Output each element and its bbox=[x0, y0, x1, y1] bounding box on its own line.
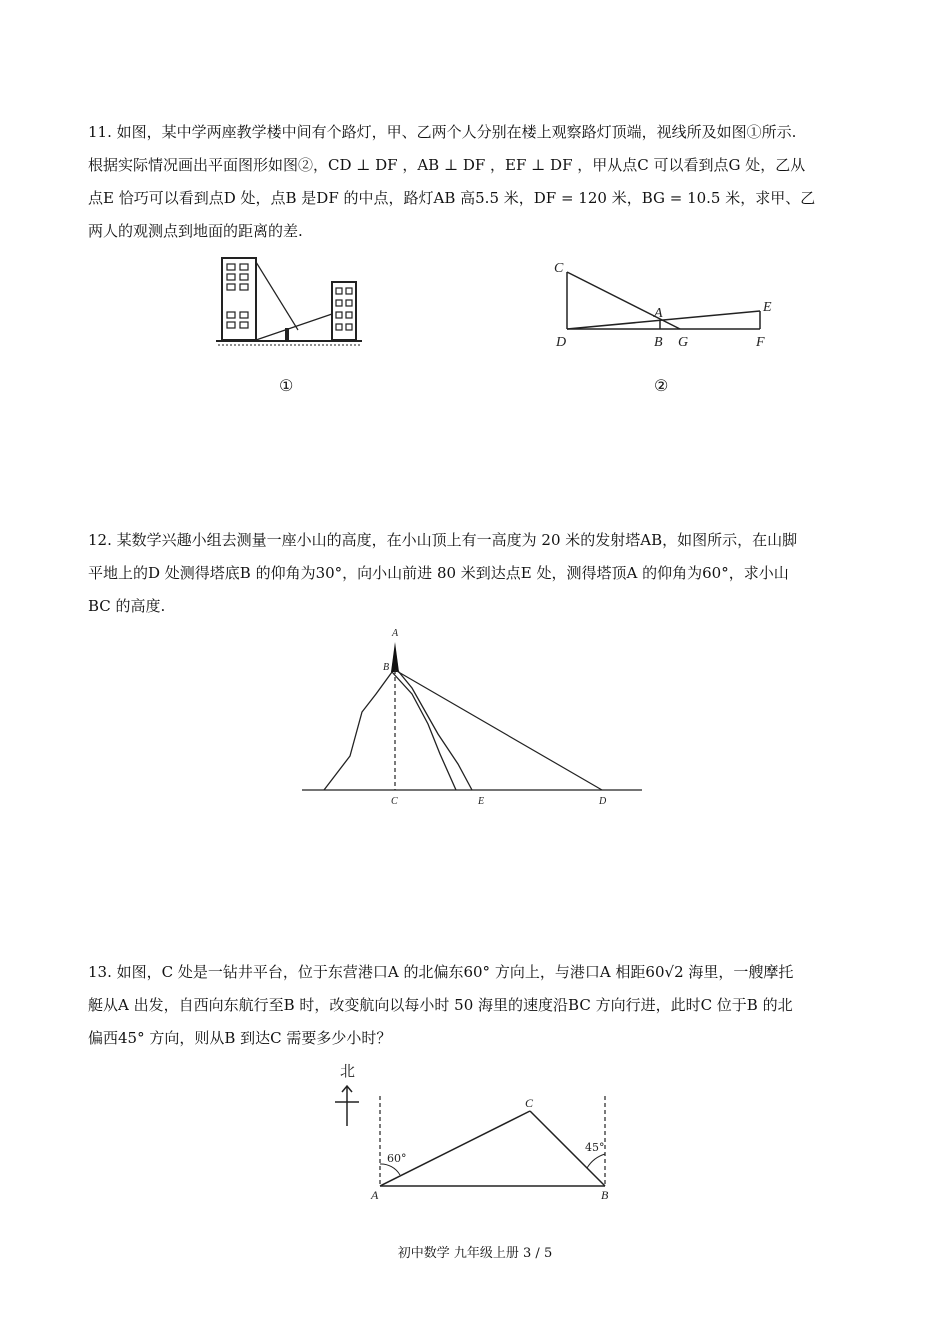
q11-fig1-label: ① bbox=[279, 376, 294, 395]
q11-text bbox=[88, 116, 870, 248]
q11-fig2-label: ② bbox=[654, 376, 669, 395]
point-b: B bbox=[383, 662, 390, 673]
q13-line3: 偏西45° 方向，则从B 到达C 需要多少小时？ bbox=[88, 1029, 392, 1047]
q12-figure bbox=[300, 624, 645, 810]
q13-figure bbox=[325, 1056, 625, 1206]
angle-60: 60° bbox=[387, 1152, 407, 1165]
q12-line1: 12. 某数学兴趣小组去测量一座小山的高度，在小山顶上有一高度为 20 米的发射塔AB，如图所示，在山脚 bbox=[88, 531, 798, 549]
point-c: C bbox=[554, 261, 564, 276]
point-a: A bbox=[371, 1188, 379, 1202]
q11-line3: 点E 恰巧可以看到点D 处，点B 是DF 的中点，路灯AB 高5.5 米，DF = 120 米，BG = 10.5 米，求甲、乙 bbox=[88, 189, 816, 207]
q12-text bbox=[88, 524, 870, 623]
point-d: D bbox=[556, 335, 567, 350]
angle-45: 45° bbox=[585, 1141, 605, 1154]
point-e: E bbox=[763, 300, 772, 315]
point-a: A bbox=[392, 628, 399, 639]
q11-figure-2 bbox=[550, 256, 780, 351]
q11-line1: 11. 如图，某中学两座教学楼中间有个路灯，甲、乙两个人分别在楼上观察路灯顶端，视线所及如图①所示. bbox=[88, 123, 797, 141]
point-e: E bbox=[478, 796, 485, 807]
point-g: G bbox=[678, 335, 689, 350]
north-label: 北 bbox=[340, 1062, 356, 1080]
q13-line1: 13. 如图，C 处是一钻井平台，位于东营港口A 的北偏东60° 方向上，与港口A 相距60√2 海里，一艘摩托 bbox=[88, 963, 794, 981]
point-f: F bbox=[756, 335, 765, 350]
q12-line2: 平地上的D 处测得塔底B 的仰角为30°，向小山前进 80 米到达点E 处，测得塔顶A 的仰角为60°，求小山 bbox=[88, 564, 789, 582]
point-b: B bbox=[654, 335, 663, 350]
q11-line4: 两人的观测点到地面的距离的差. bbox=[88, 222, 303, 240]
north-arrow-icon bbox=[335, 1086, 359, 1126]
point-c: C bbox=[525, 1096, 534, 1110]
point-d: D bbox=[599, 796, 607, 807]
q12-line3: BC 的高度. bbox=[88, 597, 166, 615]
page-footer: 初中数学 九年级上册 3 / 5 bbox=[397, 1246, 553, 1261]
q11-line2: 根据实际情况画出平面图形如图②，CD ⊥ DF ，AB ⊥ DF ，EF ⊥ DF ，甲从点C 可以看到点G 处，乙从 bbox=[88, 156, 806, 174]
q11-figure-1 bbox=[212, 254, 362, 354]
point-b: B bbox=[601, 1188, 609, 1202]
point-c: C bbox=[391, 796, 398, 807]
q13-line2: 艇从A 出发，自西向东航行至B 时，改变航向以每小时 50 海里的速度沿BC 方向行进，此时C 位于B 的北 bbox=[88, 996, 793, 1014]
q13-text bbox=[88, 956, 870, 1055]
point-a: A bbox=[654, 306, 663, 321]
